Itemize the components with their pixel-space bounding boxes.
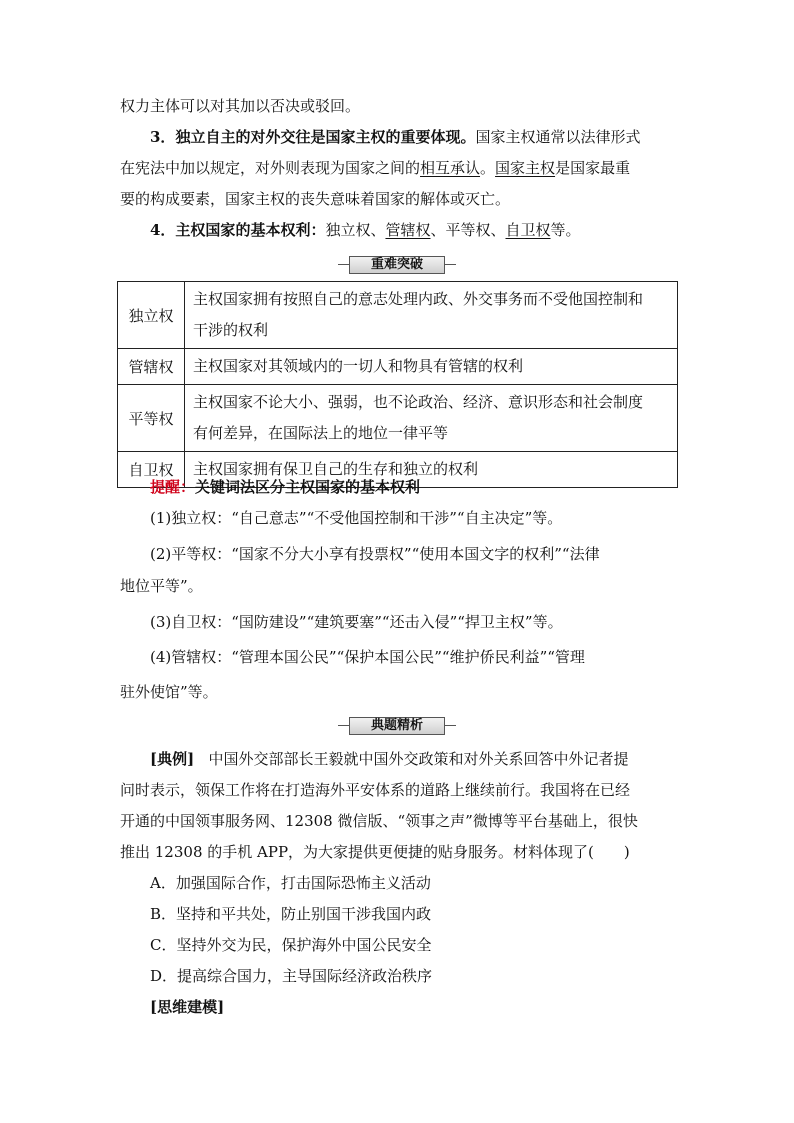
- section-banner-examples: [0, 716, 794, 736]
- point-4-text-a: 独立权、: [325, 221, 386, 239]
- point-4-text-b: 、平等权、: [430, 221, 506, 239]
- point-4-heading: 4．主权国家的基本权利：: [150, 221, 326, 239]
- table-row: [118, 282, 678, 349]
- right-description: [185, 385, 678, 452]
- tip-title: 关键词法区分主权国家的基本权利: [195, 478, 421, 496]
- example-label: [典例]: [150, 750, 195, 768]
- tip-item-2-cont: 地位平等”。: [120, 577, 203, 595]
- table-row: [118, 349, 678, 385]
- example-line-2: 问时表示，领保工作将在打造海外平安体系的道路上继续前行。我国将在已经: [120, 781, 631, 799]
- tip-item-4: (4)管辖权：“管理本国公民”“保护本国公民”“维护侨民利益”“管理: [150, 648, 585, 666]
- point-3-line-1: [150, 126, 640, 148]
- right-description-line: 主权国家拥有保卫自己的生存和独立的权利: [193, 460, 479, 478]
- right-name: 自卫权: [118, 452, 185, 488]
- point-3-text-a: 在宪法中加以规定，对外则表现为国家之间的: [120, 159, 421, 177]
- point-3-line-2: [120, 157, 630, 179]
- tip-item-3: (3)自卫权：“国防建设”“建筑要塞”“还击入侵”“捍卫主权”等。: [150, 613, 563, 631]
- section-title: 重难突破: [349, 256, 445, 274]
- tip-item-1: (1)独立权：“自己意志”“不受他国控制和干涉”“自主决定”等。: [150, 509, 563, 527]
- option-d[interactable]: D．提高综合国力，主导国际经济政治秩序: [150, 967, 433, 985]
- jurisdiction-term: 管辖权: [385, 221, 431, 239]
- option-c[interactable]: C．坚持外交为民，保护海外中国公民安全: [150, 936, 432, 954]
- sovereignty-term: 国家主权: [495, 159, 556, 177]
- point-3-bold: 独立自主的对外交往是国家主权的重要体现。: [175, 128, 476, 146]
- example-line-4: 推出 12308 的手机 APP，为大家提供更便捷的贴身服务。材料体现了( ): [120, 843, 630, 861]
- example-text: 中国外交部部长王毅就中国外交政策和对外关系回答中外记者提: [208, 750, 629, 768]
- self-defense-term: 自卫权: [505, 221, 551, 239]
- section-title: 典题精析: [349, 717, 445, 735]
- right-description-line: 主权国家不论大小、强弱，也不论政治、经济、意识形态和社会制度: [193, 393, 644, 411]
- point-3-text: 国家主权通常以法律形式: [475, 128, 641, 146]
- tip-heading: [150, 476, 420, 498]
- right-description-line: 有何差异，在国际法上的地位一律平等: [193, 424, 449, 442]
- point-3-text-b: 。: [480, 159, 496, 177]
- option-b[interactable]: B．坚持和平共处，防止别国干涉我国内政: [150, 905, 432, 923]
- tip-item-4-cont: 驻外使馆”等。: [120, 683, 218, 701]
- section-banner-difficulties: [0, 255, 794, 275]
- right-description-line: 主权国家拥有按照自己的意志处理内政、外交事务而不受他国控制和: [193, 290, 644, 308]
- point-3-line-3: 要的构成要素，国家主权的丧失意味着国家的解体或灭亡。: [120, 190, 511, 208]
- table-row: [118, 385, 678, 452]
- point-4-text-c: 等。: [550, 221, 581, 239]
- point-3-number: 3．: [150, 128, 176, 146]
- thinking-model-heading: [思维建模]: [150, 998, 225, 1016]
- example-line-1: [150, 748, 629, 770]
- right-description: [185, 282, 678, 349]
- mutual-recognition-term: 相互承认: [420, 159, 481, 177]
- option-a[interactable]: A．加强国际合作，打击国际恐怖主义活动: [150, 874, 431, 892]
- right-description: [185, 349, 678, 385]
- right-description-line: 干涉的权利: [193, 321, 269, 339]
- tip-label: 提醒：: [150, 478, 196, 496]
- point-3-text-c: 是国家最重: [555, 159, 631, 177]
- right-name: 管辖权: [118, 349, 185, 385]
- point-4-line: [150, 219, 581, 241]
- example-line-3: 开通的中国领事服务网、12308 微信版、“领事之声”微博等平台基础上，很快: [120, 812, 638, 830]
- right-name: 平等权: [118, 385, 185, 452]
- rights-table: [117, 281, 678, 488]
- intro-line-1: 权力主体可以对其加以否决或驳回。: [120, 97, 361, 115]
- right-description-line: 主权国家对其领域内的一切人和物具有管辖的权利: [193, 357, 524, 375]
- tip-item-2: (2)平等权：“国家不分大小享有投票权”“使用本国文字的权利”“法律: [150, 545, 600, 563]
- right-name: 独立权: [118, 282, 185, 349]
